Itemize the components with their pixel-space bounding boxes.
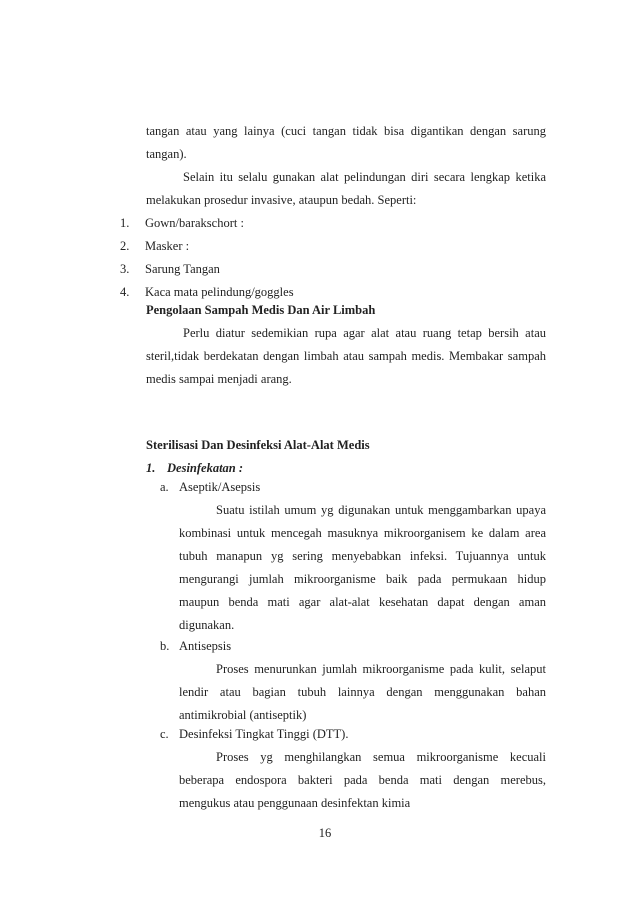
aseptik-line-3: tubuh manapun yg sering menyebabkan infeksi. Tujuannya untuk xyxy=(179,549,546,563)
aseptik-line-2: kombinasi untuk mencegah masuknya mikroorganisem ke dalam area xyxy=(179,526,546,540)
antisepsis-line-2: lendir atau bagian tubuh lainnya dengan menggunakan bahan xyxy=(179,685,546,699)
item-marker-b: b. xyxy=(160,639,170,653)
antisepsis-line-1: Proses menurunkan jumlah mikroorganisme pada kulit, selaput xyxy=(216,662,546,676)
list-number: 4. xyxy=(120,285,130,299)
dtt-line-1: Proses yg menghilangkan semua mikroorganisme kecuali xyxy=(216,750,546,764)
list-item: Gown/barakschort : xyxy=(145,216,244,230)
item-title-dtt: Desinfeksi Tingkat Tinggi (DTT). xyxy=(179,727,349,741)
item-title-antisepsis: Antisepsis xyxy=(179,639,232,653)
waste-line-3: medis sampai menjadi arang. xyxy=(146,372,292,386)
aseptik-line-5: maupun benda mati agar alat-alat kesehatan dapat dengan aman xyxy=(179,595,546,609)
aseptik-line-6: digunakan. xyxy=(179,618,235,632)
page-number: 16 xyxy=(318,826,332,840)
subheading-desinfekatan: Desinfekatan : xyxy=(167,461,244,475)
dtt-line-3: mengukus atau penggunaan desinfektan kimia xyxy=(179,796,411,810)
list-item: Sarung Tangan xyxy=(145,262,220,276)
antisepsis-line-3: antimikrobial (antiseptik) xyxy=(179,708,307,722)
dtt-line-2: beberapa endospora bakteri pada benda mati dengan merebus, xyxy=(179,773,546,787)
intro-line-2: tangan). xyxy=(146,147,187,161)
list-number: 2. xyxy=(120,239,130,253)
section-heading-waste: Pengolaan Sampah Medis Dan Air Limbah xyxy=(146,303,376,317)
list-number: 3. xyxy=(120,262,130,276)
aseptik-line-1: Suatu istilah umum yg digunakan untuk menggambarkan upaya xyxy=(216,503,546,517)
waste-line-2: steril,tidak berdekatan dengan limbah atau sampah medis. Membakar sampah xyxy=(146,349,546,363)
list-number: 1. xyxy=(120,216,130,230)
item-marker-a: a. xyxy=(160,480,169,494)
intro-line-3: Selain itu selalu gunakan alat pelindungan diri secara lengkap ketika xyxy=(183,170,546,184)
item-title-aseptik: Aseptik/Asepsis xyxy=(179,480,261,494)
aseptik-line-4: mengurangi jumlah mikroorganisme baik pada permukaan hidup xyxy=(179,572,546,586)
subheading-number: 1. xyxy=(146,461,156,475)
list-item: Kaca mata pelindung/goggles xyxy=(145,285,294,299)
section-heading-sterilization: Sterilisasi Dan Desinfeksi Alat-Alat Medis xyxy=(146,438,370,452)
intro-line-4: melakukan prosedur invasive, ataupun bedah. Seperti: xyxy=(146,193,417,207)
item-marker-c: c. xyxy=(160,727,169,741)
intro-line-1: tangan atau yang lainya (cuci tangan tidak bisa digantikan dengan sarung xyxy=(146,124,546,138)
waste-line-1: Perlu diatur sedemikian rupa agar alat atau ruang tetap bersih atau xyxy=(183,326,546,340)
list-item: Masker : xyxy=(145,239,190,253)
